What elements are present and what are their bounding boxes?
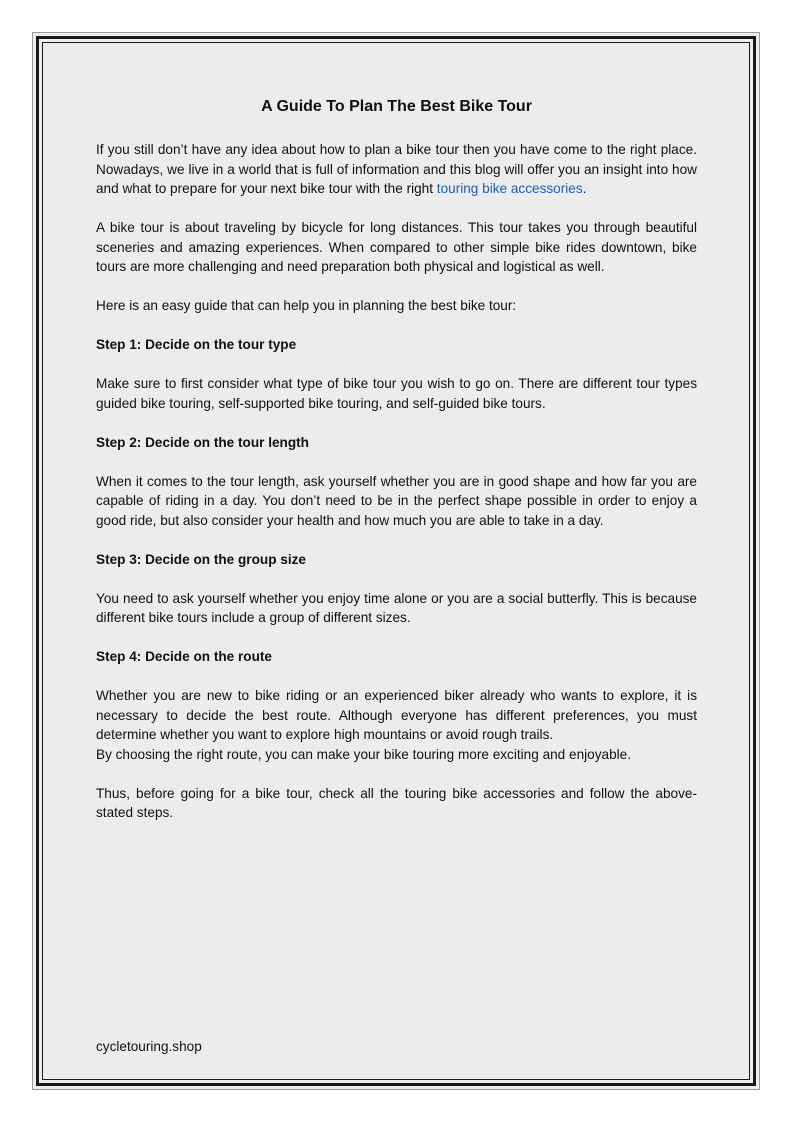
page-title: A Guide To Plan The Best Bike Tour — [261, 98, 532, 115]
bike-tour-definition-paragraph: A bike tour is about traveling by bicycle for long distances. This tour takes you through beautiful sceneries and amazing experiences. When compared to other simple bike rides downtown, bike tours are more challenging and need preparation both physical and logistical as well. — [96, 220, 697, 274]
intro-paragraph — [96, 140, 697, 199]
document-body — [96, 96, 697, 842]
conclusion-paragraph: Thus, before going for a bike tour, check all the touring bike accessories and follow the above-stated steps. — [96, 785, 697, 820]
touring-bike-accessories-link[interactable]: touring bike accessories — [436, 181, 583, 196]
intro-text: If you still don’t have any idea about how to plan a bike tour then you have come to the right place. Nowadays, we live in a world that is full of information and this blog will offer you an insight into how and what to prepare for your next bike tour with the right — [96, 142, 697, 196]
step-1-heading: Step 1: Decide on the tour type — [96, 337, 297, 352]
intro-text-end: . — [582, 181, 587, 196]
step-4-body: Whether you are new to bike riding or an experienced biker already who wants to explore, it is necessary to decide the best route. Although everyone has different preferences, you must determine whether you want to explore high mountains or avoid rough trails. — [96, 688, 697, 742]
step-2-heading: Step 2: Decide on the tour length — [96, 434, 309, 450]
step-4-heading: Step 4: Decide on the route — [96, 649, 272, 664]
step-3-heading: Step 3: Decide on the group size — [96, 551, 306, 567]
footer-site-name: cycletouring.shop — [96, 1039, 202, 1054]
step-2-body: When it comes to the tour length, ask yourself whether you are in good shape and how far you are capable of riding in a day. You don’t need to be in the perfect shape possible in order to enjoy a good ride, but also consider your health and how much you are able to take in a day. — [96, 473, 697, 528]
step-4-body-continued: By choosing the right route, you can make your bike touring more exciting and enjoyable. — [96, 746, 631, 762]
guide-intro-paragraph: Here is an easy guide that can help you in planning the best bike tour: — [96, 298, 517, 313]
step-1-body: Make sure to first consider what type of bike tour you wish to go on. There are different tour types guided bike touring, self-supported bike touring, and self-guided bike tours. — [96, 376, 697, 411]
step-3-body: You need to ask yourself whether you enjoy time alone or you are a social butterfly. This is because different bike tours include a group of different sizes. — [96, 590, 697, 625]
